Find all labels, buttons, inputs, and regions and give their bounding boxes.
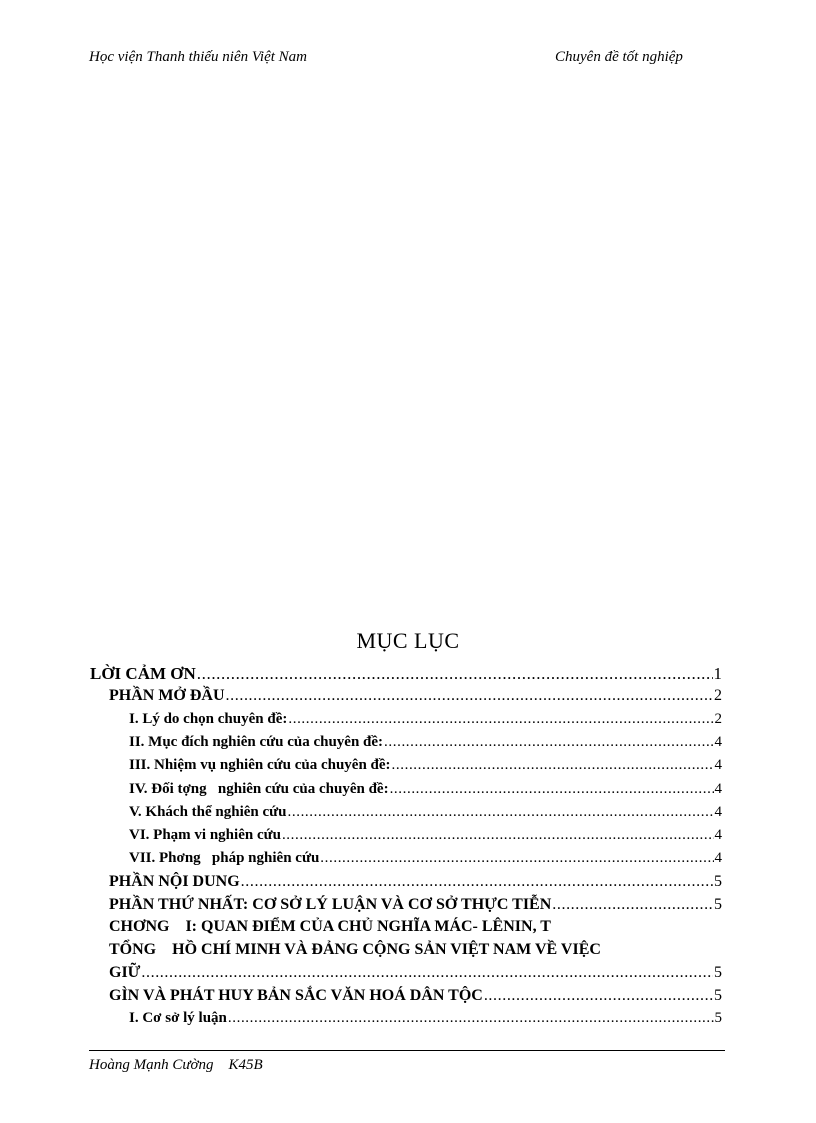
toc-leader-dots bbox=[320, 850, 713, 867]
toc-leader-dots bbox=[228, 1010, 714, 1027]
toc-entry-label: III. Nhiệm vụ nghiên cứu của chuyên đề: bbox=[129, 757, 391, 773]
toc-entry-page: 5 bbox=[714, 896, 722, 913]
toc-entry-label: PHẦN NỘI DUNG bbox=[109, 873, 240, 890]
toc-entry-label: PHẦN THỨ NHẤT: CƠ SỞ LÝ LUẬN VÀ CƠ SỞ THỰC TIỄN bbox=[109, 896, 552, 913]
toc-entry-label: I. Lý do chọn chuyên đề: bbox=[129, 711, 288, 727]
toc-chapter-line-2[interactable]: TỔNG HỒ CHÍ MINH VÀ ĐẢNG CỘNG SẢN VIỆT NAM VỀ VIỆC bbox=[109, 941, 601, 958]
toc-entry-label: LỜI CẢM ƠN bbox=[90, 664, 196, 683]
toc-entry[interactable] bbox=[109, 964, 722, 982]
toc-entry-label: PHẦN MỞ ĐẦU bbox=[109, 687, 225, 704]
toc-entry-page: 2 bbox=[714, 687, 722, 704]
toc-entry-page: 4 bbox=[714, 850, 722, 866]
toc-entry[interactable] bbox=[109, 896, 722, 914]
toc-entry[interactable] bbox=[129, 781, 722, 798]
footer-author: Hoàng Mạnh Cường K45B bbox=[89, 1057, 263, 1073]
toc-entry[interactable] bbox=[129, 850, 722, 867]
toc-leader-dots bbox=[197, 664, 713, 684]
toc-leader-dots bbox=[552, 896, 713, 914]
toc-leader-dots bbox=[141, 964, 713, 982]
toc-entry-page: 5 bbox=[714, 1010, 722, 1026]
toc-entry-label: VII. Phơng pháp nghiên cứu bbox=[129, 850, 320, 866]
toc-leader-dots bbox=[288, 804, 714, 821]
toc-entry-label: VI. Phạm vi nghiên cứu bbox=[129, 827, 281, 843]
toc-entry-page: 4 bbox=[714, 804, 722, 820]
toc-entry-label: II. Mục đích nghiên cứu của chuyên đề: bbox=[129, 734, 384, 750]
toc-leader-dots bbox=[390, 781, 714, 798]
toc-leader-dots bbox=[288, 711, 713, 728]
header-institution: Học viện Thanh thiếu niên Việt Nam bbox=[89, 49, 308, 65]
toc-leader-dots bbox=[241, 873, 713, 891]
toc-entry-label: GÌN VÀ PHÁT HUY BẢN SẮC VĂN HOÁ DÂN TỘC bbox=[109, 987, 483, 1004]
toc-entry-page: 4 bbox=[714, 734, 722, 750]
toc-entry-page: 5 bbox=[714, 987, 722, 1004]
toc-entry-page: 4 bbox=[714, 781, 722, 797]
toc-entry[interactable] bbox=[129, 711, 722, 728]
toc-entry[interactable] bbox=[109, 873, 722, 891]
toc-leader-dots bbox=[392, 757, 714, 774]
toc-entry[interactable] bbox=[129, 757, 722, 774]
toc-title: MỤC LỤC bbox=[356, 628, 460, 653]
toc-entry-page: 4 bbox=[714, 757, 722, 773]
toc-leader-dots bbox=[484, 987, 713, 1005]
toc-chapter-line-1[interactable]: CHƠNG I: QUAN ĐIỂM CỦA CHỦ NGHĨA MÁC- LÊNIN, T bbox=[109, 918, 551, 935]
toc-entry-page: 5 bbox=[714, 964, 722, 981]
toc-entry-page: 2 bbox=[714, 711, 722, 727]
toc-entry-page: 4 bbox=[714, 827, 722, 843]
footer-divider bbox=[89, 1050, 725, 1051]
toc-entry-page: 5 bbox=[714, 873, 722, 890]
toc-entry[interactable] bbox=[129, 734, 722, 751]
toc-entry[interactable] bbox=[109, 687, 722, 705]
toc-entry[interactable] bbox=[109, 987, 722, 1005]
toc-entry[interactable] bbox=[129, 804, 722, 821]
toc-leader-dots bbox=[384, 734, 713, 751]
toc-entry-label: V. Khách thể nghiên cứu bbox=[129, 804, 287, 820]
toc-entry[interactable] bbox=[90, 664, 722, 684]
toc-leader-dots bbox=[226, 687, 713, 705]
toc-entry-label: I. Cơ sở lý luận bbox=[129, 1010, 227, 1026]
header-document-type: Chuyên đề tốt nghiệp bbox=[555, 49, 683, 65]
toc-entry-label: IV. Đối tợng nghiên cứu của chuyên đề: bbox=[129, 781, 389, 797]
toc-entry-page: 1 bbox=[713, 664, 722, 683]
toc-entry-label: GIỮ bbox=[109, 964, 141, 981]
toc-entry[interactable] bbox=[129, 1010, 722, 1027]
toc-leader-dots bbox=[282, 827, 714, 844]
toc-entry[interactable] bbox=[129, 827, 722, 844]
